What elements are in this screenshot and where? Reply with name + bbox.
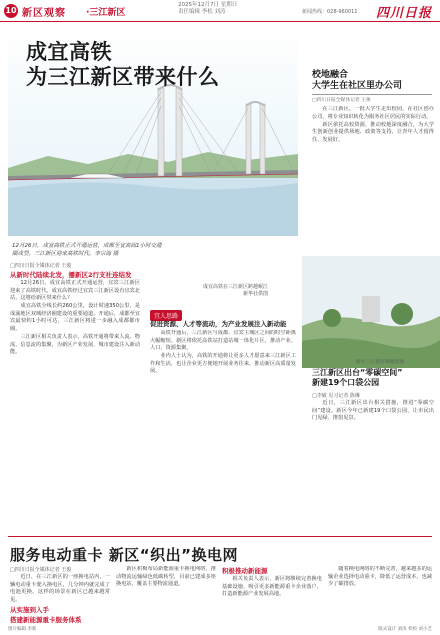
lead-subhead: 从新时代陆续北发，播新区2行支社连结发 bbox=[10, 271, 132, 279]
lead-paragraph: 成宜高铁全线长约260公里，设计时速350公里，是成渝地区双城经济圈建设的重要通道。开通后，成都至宜宾最快约1小时可达，三江新区将进一步融入成都都市圈。 bbox=[10, 303, 140, 333]
masthead bbox=[0, 0, 440, 22]
editor-line: 责任编辑 李松 刘涛 bbox=[178, 9, 226, 15]
lead-paragraph: 12月26日，成宜高铁正式开通运营，宜宾三江新区迎来了高铁时代。成宜高铁经过宜宾三江新区设有宜宾北站，这将给新区带来什么？ bbox=[10, 280, 140, 302]
section-heading: 促进资源、人才等流动，为产业发展注入新动能 bbox=[150, 320, 287, 328]
lead-paragraph: 高铁开通后，三江新区与成都、宜宾主城区之间的时空距离大幅缩短。新区将依托高铁站打造站城一体化片区，推动产业、人口、资源集聚。 bbox=[150, 330, 296, 352]
sidebar-title-line-2: 大学生在社区里办公司 bbox=[312, 81, 403, 91]
sidebar-title-line-1: 校地融合 bbox=[312, 70, 349, 80]
page-footer bbox=[0, 625, 440, 635]
sidebar-byline: □四川日报全媒体记者 王俊 bbox=[312, 98, 371, 103]
sidebar-divider bbox=[312, 94, 432, 95]
bottom-byline: □四川日报全媒体记者 王俊 bbox=[10, 567, 72, 573]
sidebar-paragraph: 新区依托高校资源，推动校地深度融合，为大学生创新创业提供场地、政策等支持，让青年人才留得住、发展好。 bbox=[312, 121, 434, 143]
sidebar-byline-2: □李敏 见习记者 陈琳 bbox=[312, 393, 360, 399]
masthead-date bbox=[178, 2, 278, 16]
bottom-paragraph: 近日，在三江新区的一座换电站内，一辆电动重卡驶入换电区，几分钟内就完成了电池更换。这样的场景在新区已越来越常见。 bbox=[10, 574, 110, 603]
section-tag: 宜人思路 bbox=[150, 310, 182, 321]
sidebar-column-2 bbox=[312, 392, 434, 532]
lead-left-column bbox=[10, 262, 140, 532]
bottom-column-1 bbox=[10, 566, 110, 624]
sidebar-column bbox=[312, 106, 434, 252]
sidebar-photo bbox=[302, 256, 440, 368]
lead-middle-column bbox=[150, 330, 296, 530]
lead-headline bbox=[26, 40, 266, 90]
paper-logo: 四川日报 bbox=[375, 6, 432, 21]
bottom-headline: 服务电动重卡 新区“织出”换电网 bbox=[10, 546, 238, 564]
green-space-illustration bbox=[302, 256, 440, 368]
bottom-column-4 bbox=[328, 566, 432, 624]
sidebar-title bbox=[312, 70, 402, 92]
sidebar-title2-line-1: 三江新区出台“零碳空间” bbox=[312, 368, 403, 377]
page-number-badge: 10 bbox=[4, 4, 18, 18]
section-subtitle: ·三江新区 bbox=[86, 8, 126, 18]
headline-line-2: 为三江新区带来什么 bbox=[26, 65, 220, 89]
sidebar-title-2 bbox=[312, 368, 436, 388]
lead-byline: □四川日报全媒体记者 王俊 bbox=[10, 263, 72, 269]
bottom-paragraph: 随着换电网络的不断完善，越来越多的运输企业选择电动重卡，降低了运营成本，也减少了碳排放。 bbox=[328, 566, 432, 588]
bottom-column-2 bbox=[116, 566, 216, 624]
sidebar-photo-caption: 新区三江新区零碳景观 bbox=[356, 360, 404, 365]
photo-caption: 12月26日，成宜高铁正式开通运营，成都至宜宾间1小时交通圈成型。三江新区迎来高铁时代。李宗海 摄 bbox=[12, 243, 162, 257]
bottom-paragraph: 新区积极布局新能源重卡换电网络，推动物流运输绿色低碳转型，目前已建成多座换电站，覆盖主要物流通道。 bbox=[116, 566, 216, 588]
bottom-column-3 bbox=[222, 566, 322, 624]
bottom-subhead-2: 积极推动新能源 bbox=[222, 567, 268, 575]
bottom-subhead-1: 从实施到入手 搭建新能源重卡服务体系 bbox=[10, 605, 82, 624]
sidebar-paragraph: 在三江新区，一批大学生走出校园，在社区创办公司，将专业知识转化为服务社区居民的实际行动。 bbox=[312, 106, 434, 120]
footer-left: 图片编辑 李新 bbox=[8, 627, 37, 632]
lead-paragraph: 业内人士认为，高铁的开通将让更多人才愿意来三江新区工作和生活，也让企业更方便地开展业务往来，推动新区高质量发展。 bbox=[150, 353, 296, 375]
sidebar-paragraph: 近日，三江新区出台相关措施，推进“零碳空间”建设。新区今年已新建19个口袋公园，让市民出门见绿、推窗见景。 bbox=[312, 400, 434, 422]
news-hotline: 新闻热线：028-960011 bbox=[302, 9, 358, 15]
footer-right: 版式设计 刘涛 检校 刘小艺 bbox=[378, 627, 432, 632]
headline-line-1: 成宜高铁 bbox=[26, 40, 112, 64]
bottom-divider bbox=[8, 536, 432, 537]
section-name: 新区观察 bbox=[22, 8, 66, 19]
lead-paragraph: 三江新区相关负责人表示，高铁开通将带来人流、物流、信息流的集聚，为新区产业发展、城市建设注入新动能。 bbox=[10, 334, 140, 356]
bottom-paragraph: 相关负责人表示，新区将继续完善换电基础设施，吸引更多新能源重卡企业落户，打造新能源产业发展高地。 bbox=[222, 576, 322, 598]
bridge-caption: 成宜高铁在三江新区跨越岷江 新华社供图 bbox=[202, 284, 268, 297]
date-line: 2025年12月7日 星期日 bbox=[178, 2, 238, 8]
sidebar-title2-line-2: 新建19个口袋公园 bbox=[312, 378, 380, 387]
